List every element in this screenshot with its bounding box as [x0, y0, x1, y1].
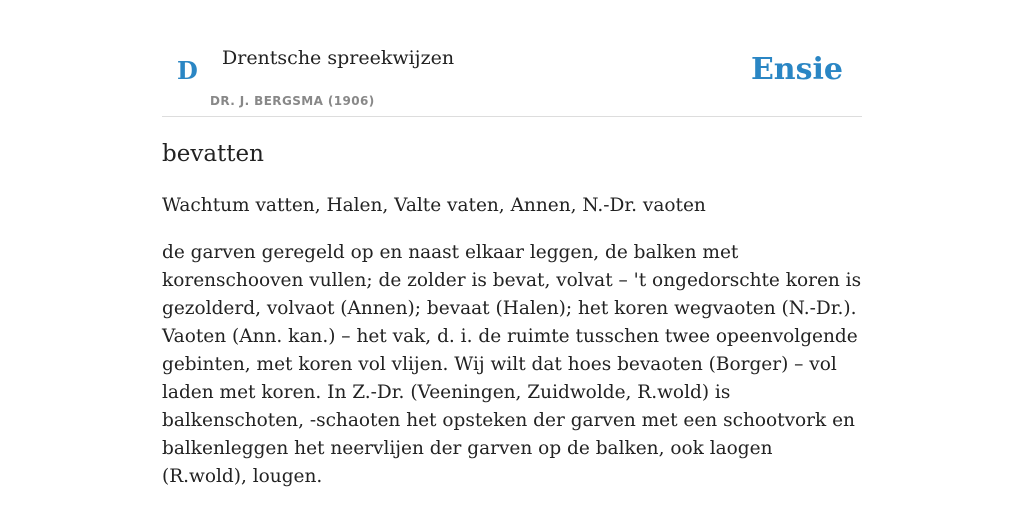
entry-headword: bevatten — [162, 141, 264, 167]
dictionary-author: DR. J. BERGSMA (1906) — [210, 94, 375, 108]
page — [162, 0, 862, 512]
dictionary-title[interactable]: Drentsche spreekwijzen — [222, 47, 455, 69]
dictionary-letter-icon: D — [177, 56, 198, 85]
brand-logo[interactable]: Ensie — [750, 52, 843, 87]
entry-variants: Wachtum vatten, Halen, Valte vaten, Annen, N.-Dr. vaoten — [162, 195, 706, 216]
dictionary-header — [162, 0, 862, 117]
entry-definition: de garven geregeld op en naast elkaar leggen, de balken met korenschooven vullen; de zolder is bevat, volvat – 't ongedorschte koren is gezolderd, volvaot (Annen); bevaat (Halen); het koren wegvaoten (N.-Dr.). Vaoten (Ann. kan.) – het vak, d. i. de ruimte tusschen twee opeenvolgende gebinten, met koren vol vlijen. Wij wilt dat hoes bevaoten (Borger) – vol laden met koren. In Z.-Dr. (Veeningen, Zuidwolde, R.wold) is balkenschoten, -schaoten het opsteken der garven met een schootvork en balkenleggen het neervlijen der garven op de balken, ook laogen (R.wold), lougen. — [162, 242, 862, 487]
